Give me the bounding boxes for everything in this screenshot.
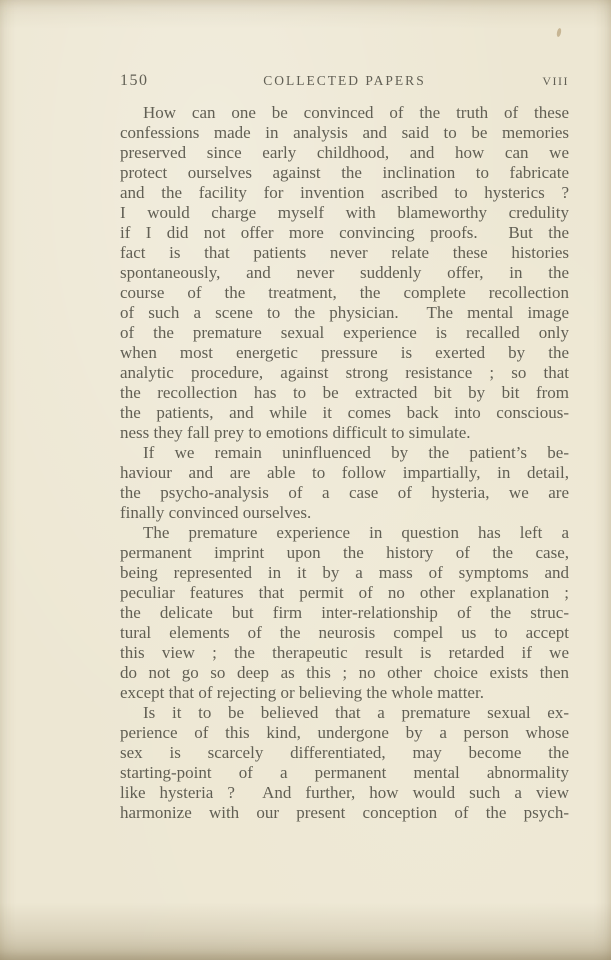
text-line: of such a scene to the physician. The mental image bbox=[120, 303, 569, 322]
text-line: and the facility for invention ascribed to hysterics ? bbox=[120, 183, 569, 202]
text-line: permanent imprint upon the history of the case, bbox=[120, 543, 569, 562]
text-line: like hysteria ? And further, how would such a view bbox=[120, 783, 569, 802]
body-text bbox=[120, 103, 569, 823]
text-line: harmonize with our present conception of the psych- bbox=[120, 803, 569, 822]
text-line: of the premature sexual experience is recalled only bbox=[120, 323, 569, 342]
text-line: perience of this kind, undergone by a person whose bbox=[120, 723, 569, 742]
text-line: starting-point of a permanent mental abnormality bbox=[120, 763, 569, 782]
text-line: the patients, and while it comes back into conscious- bbox=[120, 403, 569, 422]
text-line: If we remain uninfluenced by the patient’s be- bbox=[143, 443, 569, 462]
text-line: confessions made in analysis and said to be memories bbox=[120, 123, 569, 142]
text-line: haviour and are able to follow impartially, in detail, bbox=[120, 463, 569, 482]
text-line: except that of rejecting or believing the whole matter. bbox=[120, 683, 484, 702]
running-title: COLLECTED PAPERS bbox=[263, 73, 426, 88]
text-line: peculiar features that permit of no other explanation ; bbox=[120, 583, 569, 602]
chapter-numeral: VIII bbox=[542, 74, 569, 88]
text-line: the psycho-analysis of a case of hysteria, we are bbox=[120, 483, 569, 502]
text-line: if I did not offer more convincing proofs. But the bbox=[120, 223, 569, 242]
paper-speck bbox=[556, 28, 562, 38]
text-line: I would charge myself with blameworthy credulity bbox=[120, 203, 569, 222]
text-line: being represented in it by a mass of symptoms and bbox=[120, 563, 569, 582]
text-line: analytic procedure, against strong resistance ; so that bbox=[120, 363, 569, 382]
text-line: The premature experience in question has left a bbox=[143, 523, 569, 542]
text-line: course of the treatment, the complete recollection bbox=[120, 283, 569, 302]
text-line: finally convinced ourselves. bbox=[120, 503, 312, 522]
text-line: the delicate but firm inter-relationship of the struc- bbox=[120, 603, 569, 622]
text-line: fact is that patients never relate these histories bbox=[120, 243, 569, 262]
text-line: tural elements of the neurosis compel us to accept bbox=[120, 623, 569, 642]
running-head bbox=[120, 72, 569, 90]
text-line: when most energetic pressure is exerted by the bbox=[120, 343, 569, 362]
text-line: ness they fall prey to emotions difficult to simulate. bbox=[120, 423, 471, 442]
text-line: spontaneously, and never suddenly offer, in the bbox=[120, 263, 569, 282]
text-line: do not go so deep as this ; no other choice exists then bbox=[120, 663, 569, 682]
text-line: this view ; the therapeutic result is retarded if we bbox=[120, 643, 569, 662]
text-line: the recollection has to be extracted bit by bit from bbox=[120, 383, 569, 402]
text-line: How can one be convinced of the truth of these bbox=[143, 103, 569, 122]
text-line: preserved since early childhood, and how can we bbox=[120, 143, 569, 162]
page-number: 150 bbox=[120, 72, 149, 89]
text-line: Is it to be believed that a premature sexual ex- bbox=[143, 703, 569, 722]
text-line: sex is scarcely differentiated, may become the bbox=[120, 743, 569, 762]
text-line: protect ourselves against the inclination to fabricate bbox=[120, 163, 569, 182]
text-block bbox=[120, 72, 569, 823]
